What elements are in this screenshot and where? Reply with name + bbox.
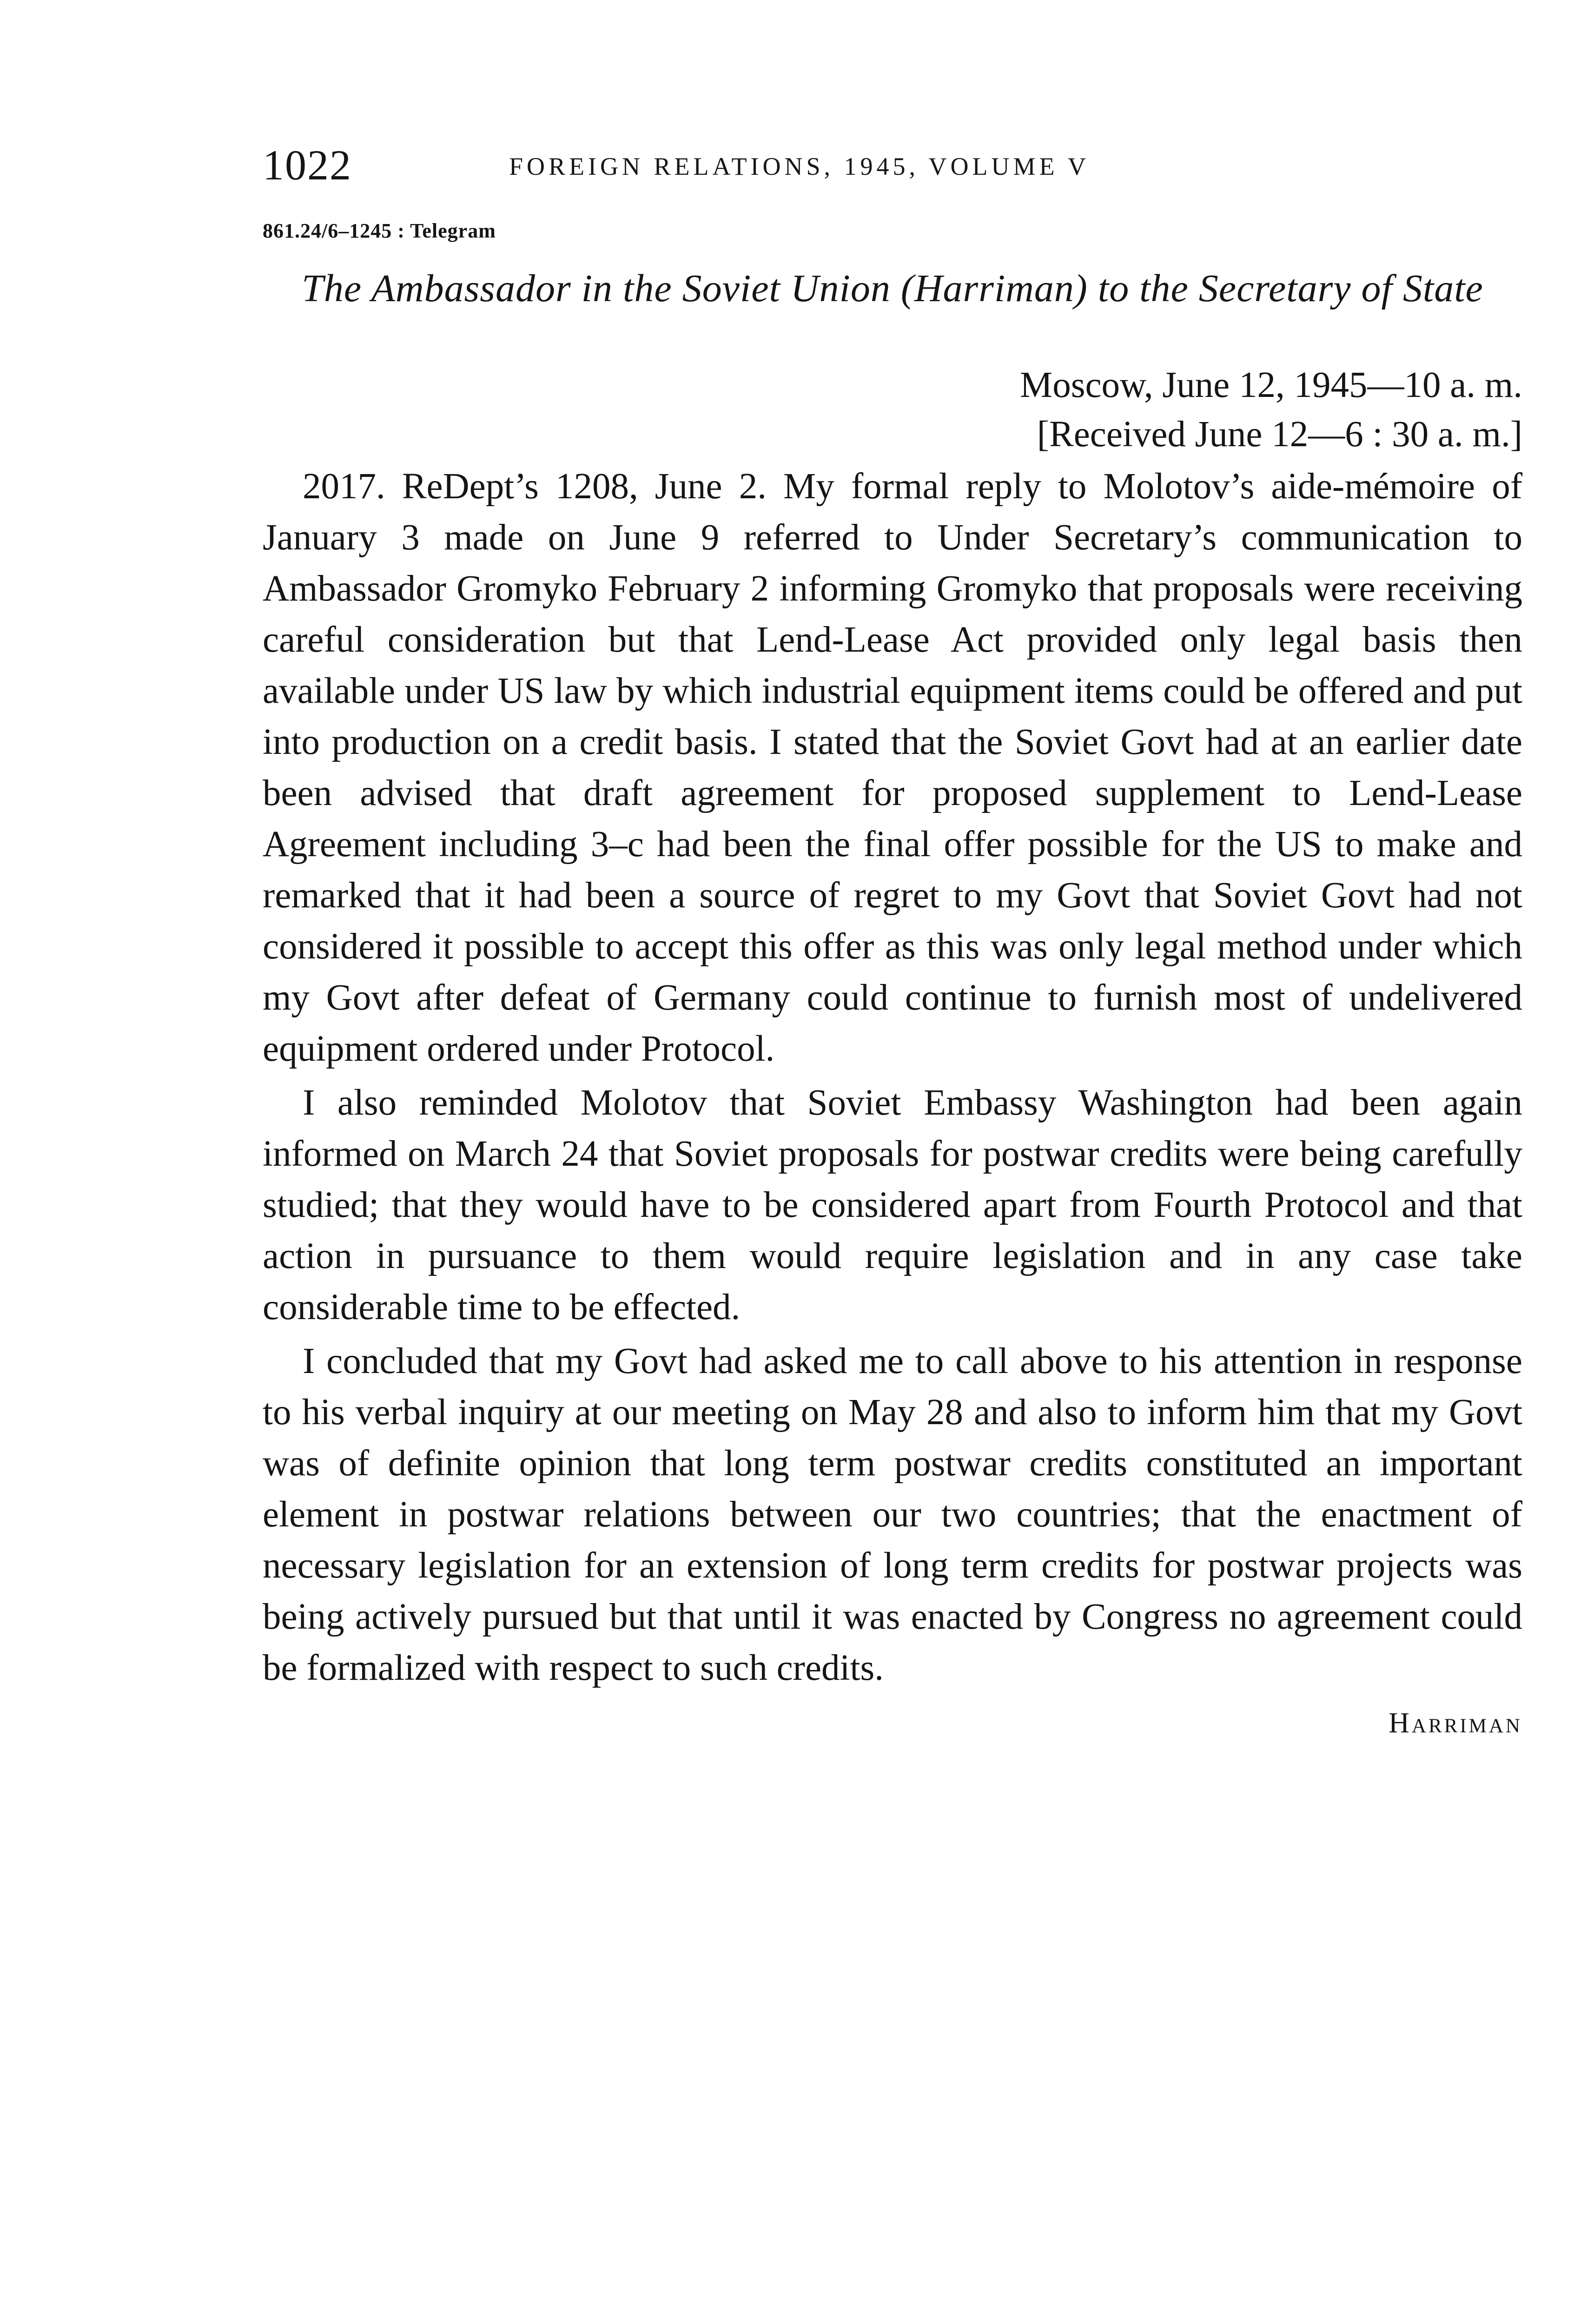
paragraph-1: 2017. ReDept’s 1208, June 2. My formal reply to Molotov’s aide-mémoire of January 3 made on June 9 referred to Under Secretary’s communication to Ambassador Gromyko February 2 informing Gromyko that proposals were receiving careful consideration but that Lend-Lease Act provided only legal basis then available under US law by which industrial equipment items could be offered and put into production on a credit basis. I stated that the Soviet Govt had at an earlier date been advised that draft agreement for proposed supplement to Lend-Lease Agreement including 3–c had been the final offer possible for the US to make and remarked that it had been a source of regret to my Govt that Soviet Govt had not considered it possible to accept this offer as this was only legal method under which my Govt after defeat of Germany could continue to furnish most of undelivered equipment ordered under Protocol. [263, 466, 1522, 1069]
page-number: 1022 [263, 141, 352, 189]
signature: Harriman [1389, 1707, 1522, 1739]
telegram-body [263, 461, 1522, 1694]
dateline: Moscow, June 12, 1945—10 a. m. [1019, 365, 1522, 405]
received-line: [Received June 12—6 : 30 a. m.] [1037, 414, 1522, 455]
file-reference: 861.24/6–1245 : Telegram [263, 219, 496, 242]
paragraph-2: I also reminded Molotov that Soviet Embassy Washington had been again informed on March 24 that Soviet proposals for postwar credits were being carefully studied; that they would have to be considered apart from Fourth Protocol and that action in pursuance to them would require legislation and in any case take considerable time to be effected. [263, 1083, 1522, 1327]
running-header-title: FOREIGN RELATIONS, 1945, VOLUME V [509, 152, 1090, 180]
document-page [263, 139, 1522, 1744]
running-head [263, 139, 1522, 191]
paragraph-3: I concluded that my Govt had asked me to call above to his attention in response to his verbal inquiry at our meeting on May 28 and also to inform him that my Govt was of definite opinion that long term postwar credits constituted an important element in postwar relations between our two countries; that the enactment of necessary legislation for an extension of long term credits for postwar projects was being actively pursued but that until it was enacted by Congress no agreement could be formalized with respect to such credits. [263, 1341, 1522, 1688]
document-title: The Ambassador in the Soviet Union (Harriman) to the Secretary of State [302, 267, 1483, 310]
dateline-block [263, 361, 1522, 459]
